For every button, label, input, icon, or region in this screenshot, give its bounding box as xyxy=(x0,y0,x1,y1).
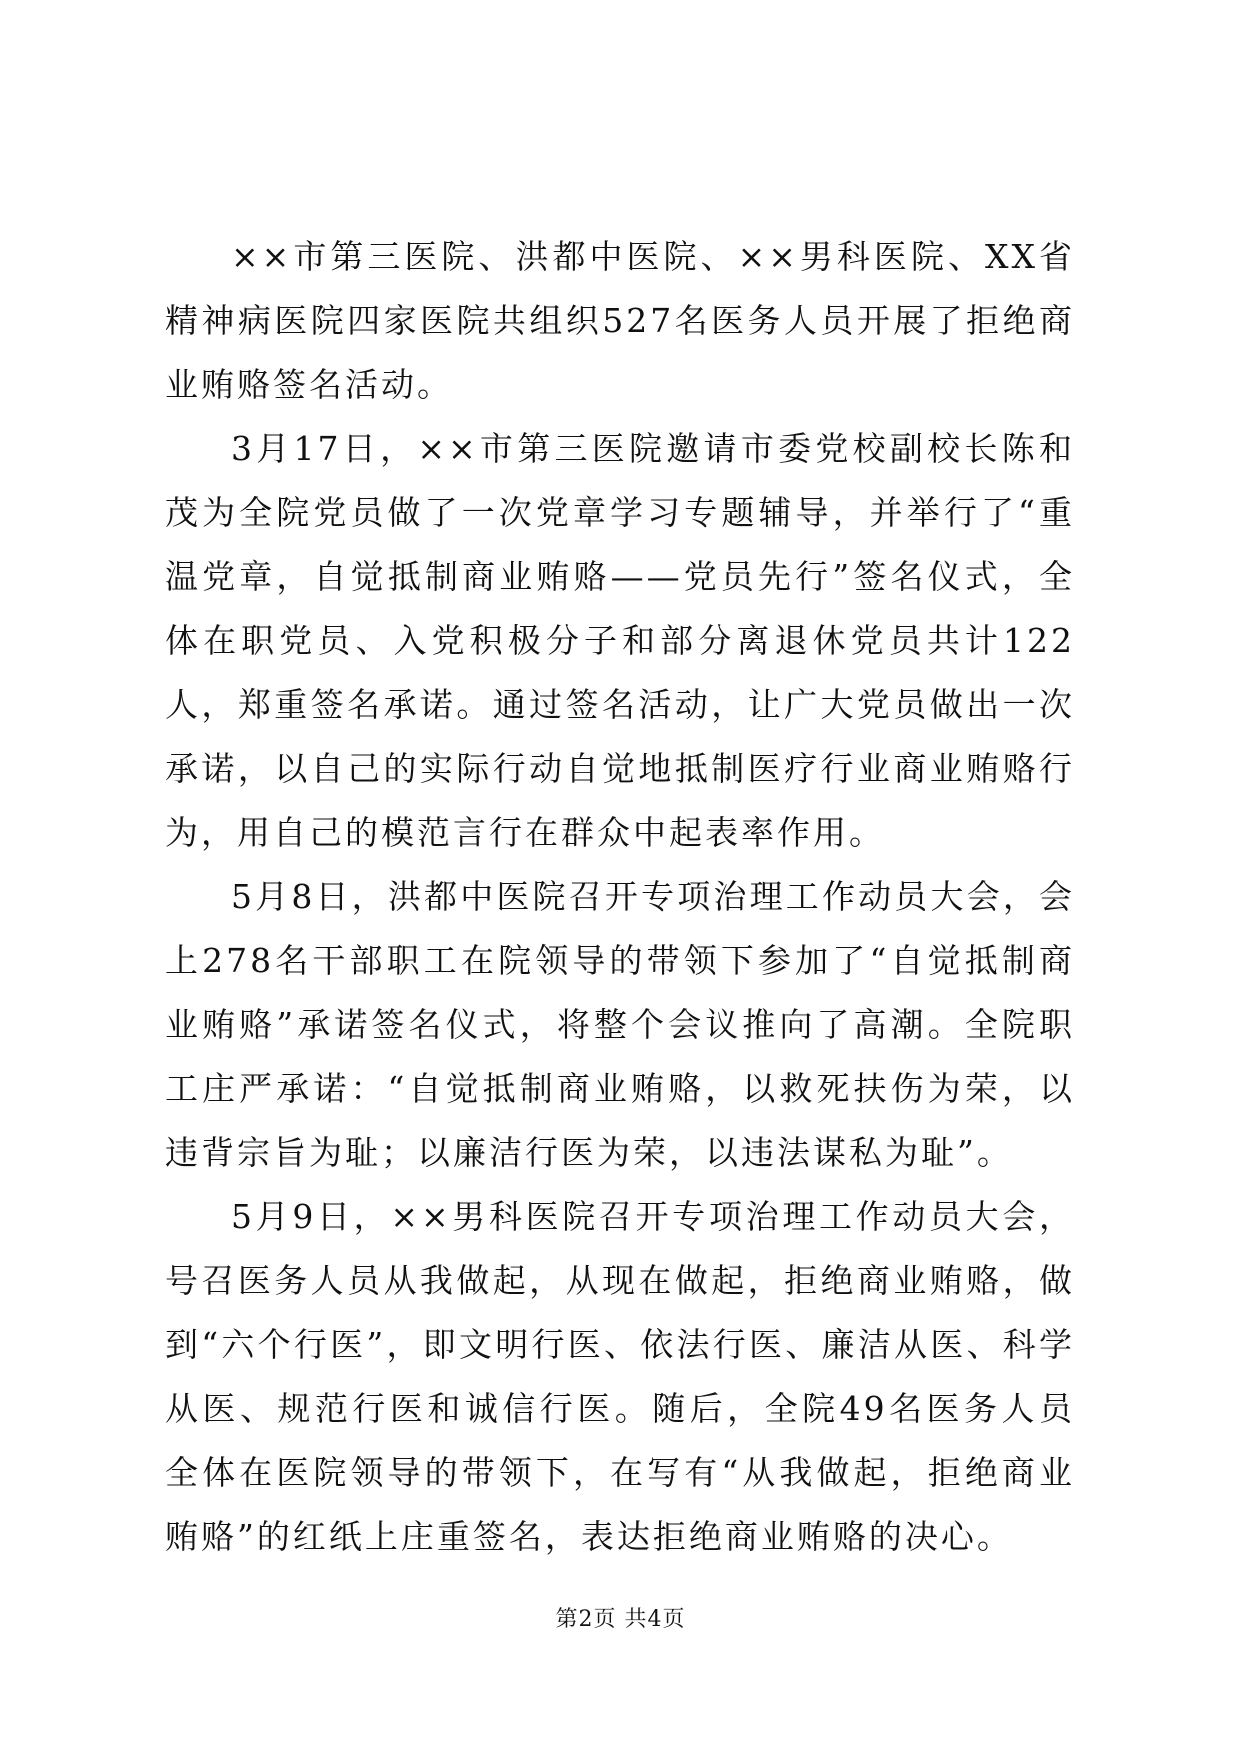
page-number-footer: 第2页 共4页 xyxy=(555,1607,686,1632)
document-body xyxy=(165,225,1075,1569)
paragraph-march-17: 3月17日，××市第三医院邀请市委党校副校长陈和茂为全院党员做了一次党章学习专题辅导，并举行了“重温党章，自觉抵制商业贿赂——党员先行”签名仪式，全体在职党员、入党积极分子和部分离退休党员共计122人，郑重签名承诺。通过签名活动，让广大党员做出一次承诺，以自己的实际行动自觉地抵制医疗行业商业贿赂行为，用自己的模范言行在群众中起表率作用。 xyxy=(165,429,1075,852)
paragraph-may-9: 5月9日，××男科医院召开专项治理工作动员大会，号召医务人员从我做起，从现在做起，拒绝商业贿赂，做到“六个行医”，即文明行医、依法行医、廉洁从医、科学从医、规范行医和诚信行医。随后，全院49名医务人员全体在医院领导的带领下，在写有“从我做起，拒绝商业贿赂”的红纸上庄重签名，表达拒绝商业贿赂的决心。 xyxy=(165,1197,1075,1556)
paragraph-signing-activity: ××市第三医院、洪都中医院、××男科医院、XX省精神病医院四家医院共组织527名医务人员开展了拒绝商业贿赂签名活动。 xyxy=(165,237,1075,404)
paragraph-may-8: 5月8日，洪都中医院召开专项治理工作动员大会，会上278名干部职工在院领导的带领下参加了“自觉抵制商业贿赂”承诺签名仪式，将整个会议推向了高潮。全院职工庄严承诺：“自觉抵制商业贿赂，以救死扶伤为荣，以违背宗旨为耻；以廉洁行医为荣，以违法谋私为耻”。 xyxy=(165,877,1075,1172)
